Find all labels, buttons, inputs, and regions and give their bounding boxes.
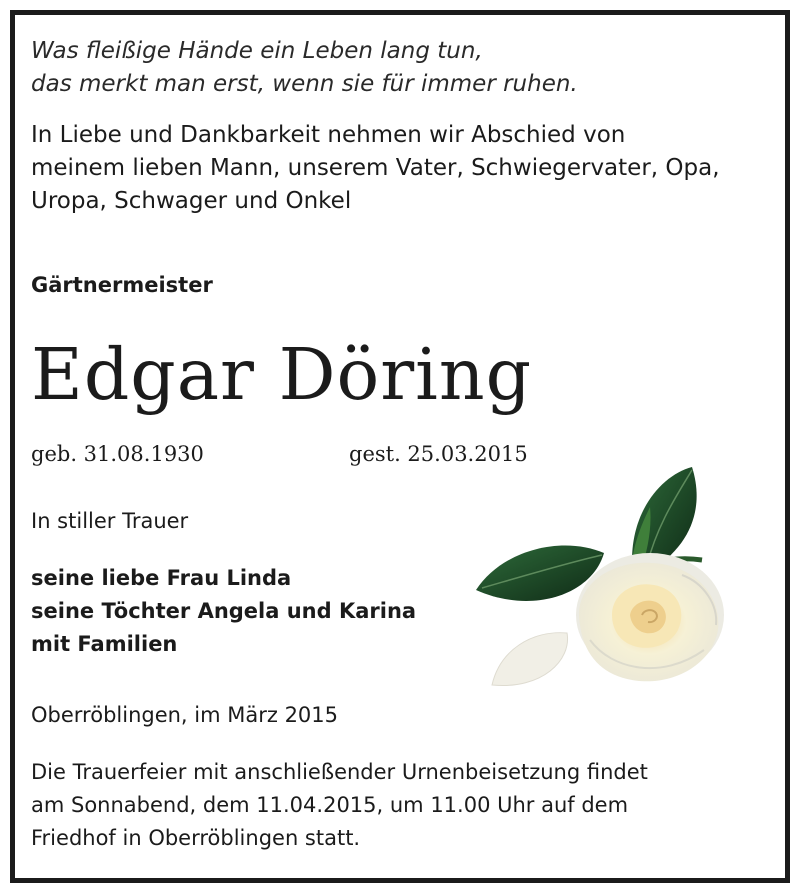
deceased-name: Edgar Döring: [31, 333, 533, 416]
mourner-line: mit Familien: [31, 632, 178, 656]
death-date: gest. 25.03.2015: [349, 442, 528, 466]
mourners-list: [31, 562, 416, 661]
white-rose-image: [472, 465, 752, 700]
life-dates: [31, 442, 528, 466]
poem-line: Was fleißige Hände ein Leben lang tun,: [31, 38, 483, 64]
farewell-line: meinem lieben Mann, unserem Vater, Schwiegervater, Opa,: [31, 155, 720, 181]
ceremony-line: am Sonnabend, dem 11.04.2015, um 11.00 Uhr auf dem: [31, 793, 629, 817]
farewell-line: In Liebe und Dankbarkeit nehmen wir Abschied von: [31, 122, 626, 148]
ceremony-line: Die Trauerfeier mit anschließender Urnenbeisetzung findet: [31, 760, 648, 784]
farewell-text: [31, 119, 720, 218]
birth-date: geb. 31.08.1930: [31, 442, 204, 466]
mourning-label: In stiller Trauer: [31, 509, 189, 533]
mourner-line: seine liebe Frau Linda: [31, 566, 292, 590]
farewell-line: Uropa, Schwager und Onkel: [31, 188, 352, 214]
place-date: Oberröblingen, im März 2015: [31, 703, 339, 727]
ceremony-info: [31, 756, 648, 855]
profession-title: Gärtnermeister: [31, 273, 213, 297]
ceremony-line: Friedhof in Oberröblingen statt.: [31, 826, 361, 850]
mourner-line: seine Töchter Angela und Karina: [31, 599, 417, 623]
poem-quote: [31, 35, 578, 101]
poem-line: das merkt man erst, wenn sie für immer ruhen.: [31, 71, 578, 97]
